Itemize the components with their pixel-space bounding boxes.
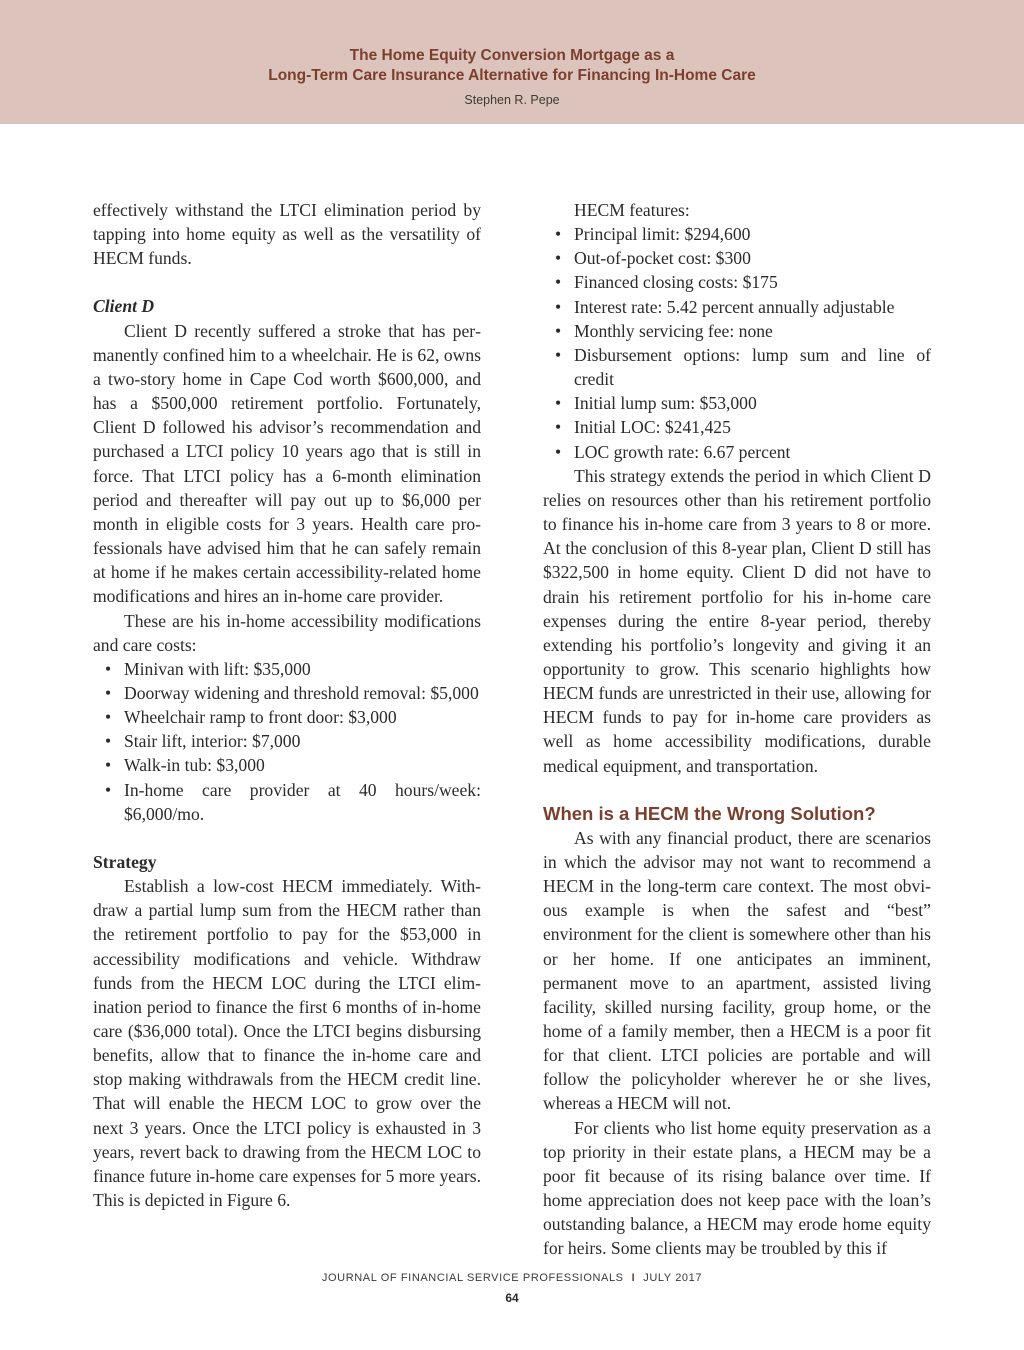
features-intro: HECM features:	[574, 200, 690, 220]
wrong-solution-paragraph-1: As with any financial product, there are scenarios in which the advisor may not want to recommend a HECM in the long-term care context. The most obvious example is when the safest and “best” environment for the client is somewhere other than his or her home. If one anticipates an imminent, permanent move to an apartment, assisted living facility, skilled nursing facility, group home, or the home of a family member, then a HECM is a poor fit for that client. LTCI policies are portable and will follow the policyholder wherever he or she lives, whereas a HECM will not.	[543, 827, 931, 1114]
bullet-icon: •	[555, 272, 562, 293]
list-item: • Interest rate: 5.42 percent annually adjustable	[543, 295, 931, 319]
journal-name: JOURNAL OF FINANCIAL SERVICE PROFESSIONALS	[321, 1272, 624, 1284]
features-list	[543, 222, 931, 464]
bullet-icon: •	[555, 441, 562, 462]
article-title-line-1: The Home Equity Conversion Mortgage as a	[349, 47, 675, 64]
bullet-icon: •	[555, 344, 562, 365]
page-number: 64	[505, 1291, 519, 1305]
bullet-icon: •	[555, 320, 562, 341]
strategy-paragraph: Establish a low-cost HECM immediately. Withdraw a partial lump sum from the HECM rather than the retirement portfolio to pay for the $53,000 in accessibility modifications and vehicle. Withdraw funds from the HECM LOC during the LTCI elimination period to finance the first 6 months of in-home care ($36,000 total). Once the LTCI begins disbursing benefits, allow that to finance the in-home care and stop making withdrawals from the HECM credit line. That will enable the HECM LOC to grow over the next 3 years. Once the LTCI policy is exhausted in 3 years, revert back to drawing from the HECM LOC to finance future in-home care expenses for 5 more years. This is depicted in Figure 6.	[93, 876, 481, 1211]
list-item: • In-home care provider at 40 hours/week: $6,000/mo.	[105, 779, 481, 824]
bullet-icon: •	[105, 658, 112, 679]
list-item: • Principal limit: $294,600	[543, 222, 931, 246]
list-item: • Disbursement options: lump sum and line of credit	[555, 344, 931, 390]
spacer	[543, 778, 931, 802]
left-column	[93, 198, 481, 1212]
bullet-icon: •	[105, 731, 112, 752]
bullet-icon: •	[105, 682, 112, 703]
bullet-icon: •	[105, 707, 112, 728]
bullet-icon: •	[555, 393, 562, 414]
list-item: • Wheelchair ramp to front door: $3,000	[93, 705, 481, 729]
wrong-solution-paragraph-2: For clients who list home equity preservation as a top priority in their estate plans, a HECM may be a poor fit because of its rising balance over time. If home appreciation does not keep pace with the loan’s outstanding balance, a HECM may erode home equity for heirs. Some clients may be troubled by this if	[543, 1117, 931, 1259]
list-item: • Out-of-pocket cost: $300	[543, 246, 931, 270]
issue-date: JULY 2017	[643, 1272, 703, 1284]
journal-footer	[0, 1272, 1024, 1284]
article-title	[0, 46, 1024, 86]
spacer	[93, 270, 481, 294]
continuation-paragraph: effectively withstand the LTCI elimination period by tapping into home equity as well as the versatility of HECM funds.	[93, 200, 481, 269]
bullet-icon: •	[555, 224, 562, 245]
bullet-icon: •	[105, 779, 112, 800]
article-author: Stephen R. Pepe	[464, 93, 560, 107]
list-item: • Financed closing costs: $175	[543, 270, 931, 294]
article-title-line-2: Long-Term Care Insurance Alternative for Financing In-Home Care	[268, 67, 756, 84]
bullet-icon: •	[555, 248, 562, 269]
list-item: • LOC growth rate: 6.67 percent	[543, 440, 931, 464]
client-d-paragraph: Client D recently suffered a stroke that has permanently confined him to a wheelchair. He is 62, owns a two-story home in Cape Cod worth $600,000, and has a $500,000 retirement portfolio. Fortunately, Client D followed his advisor’s recommendation and purchased a LTCI policy 10 years ago that is still in force. That LTCI policy has a 6-month elimination period and thereafter will pay out up to $6,000 per month in eligible costs for 3 years. Health care professionals have advised him that he can safely remain at home if he makes certain accessibility-related home modifications and hires an in-home care provider.	[93, 320, 481, 607]
list-item: • Doorway widening and threshold removal: $5,000	[93, 681, 481, 705]
bullet-icon: •	[555, 296, 562, 317]
strategy-result-paragraph: This strategy extends the period in which Client D relies on resources other than his retirement portfolio to finance his in-home care from 3 years to 8 or more. At the conclusion of this 8-year plan, Client D still has $322,500 in home equity. Client D did not have to drain his retirement portfolio for his in-home care expenses during the entire 8-year period, thereby extending his portfolio’s longevity and giving it an opportunity to grow. This scenario highlights how HECM funds are unrestricted in their use, allowing for HECM funds to pay for in-home care providers as well as home accessibility modifications, durable medical equipment, and transportation.	[543, 465, 931, 776]
list-item: • Minivan with lift: $35,000	[93, 657, 481, 681]
list-item: • Initial lump sum: $53,000	[543, 391, 931, 415]
section-heading: When is a HECM the Wrong Solution?	[543, 802, 876, 824]
bullet-icon: •	[105, 755, 112, 776]
list-item: • Initial LOC: $241,425	[543, 415, 931, 439]
client-d-heading: Client D	[93, 296, 155, 317]
footer-separator: I	[631, 1272, 636, 1284]
costs-list	[93, 657, 481, 826]
bullet-icon: •	[555, 417, 562, 438]
list-item: • Walk-in tub: $3,000	[93, 753, 481, 777]
list-item: • Stair lift, interior: $7,000	[93, 729, 481, 753]
spacer	[93, 826, 481, 850]
list-item: • Monthly servicing fee: none	[543, 319, 931, 343]
strategy-heading: Strategy	[93, 851, 157, 872]
costs-intro-paragraph: These are his in-home accessibility modifications and care costs:	[93, 610, 481, 655]
right-column	[543, 198, 931, 1261]
